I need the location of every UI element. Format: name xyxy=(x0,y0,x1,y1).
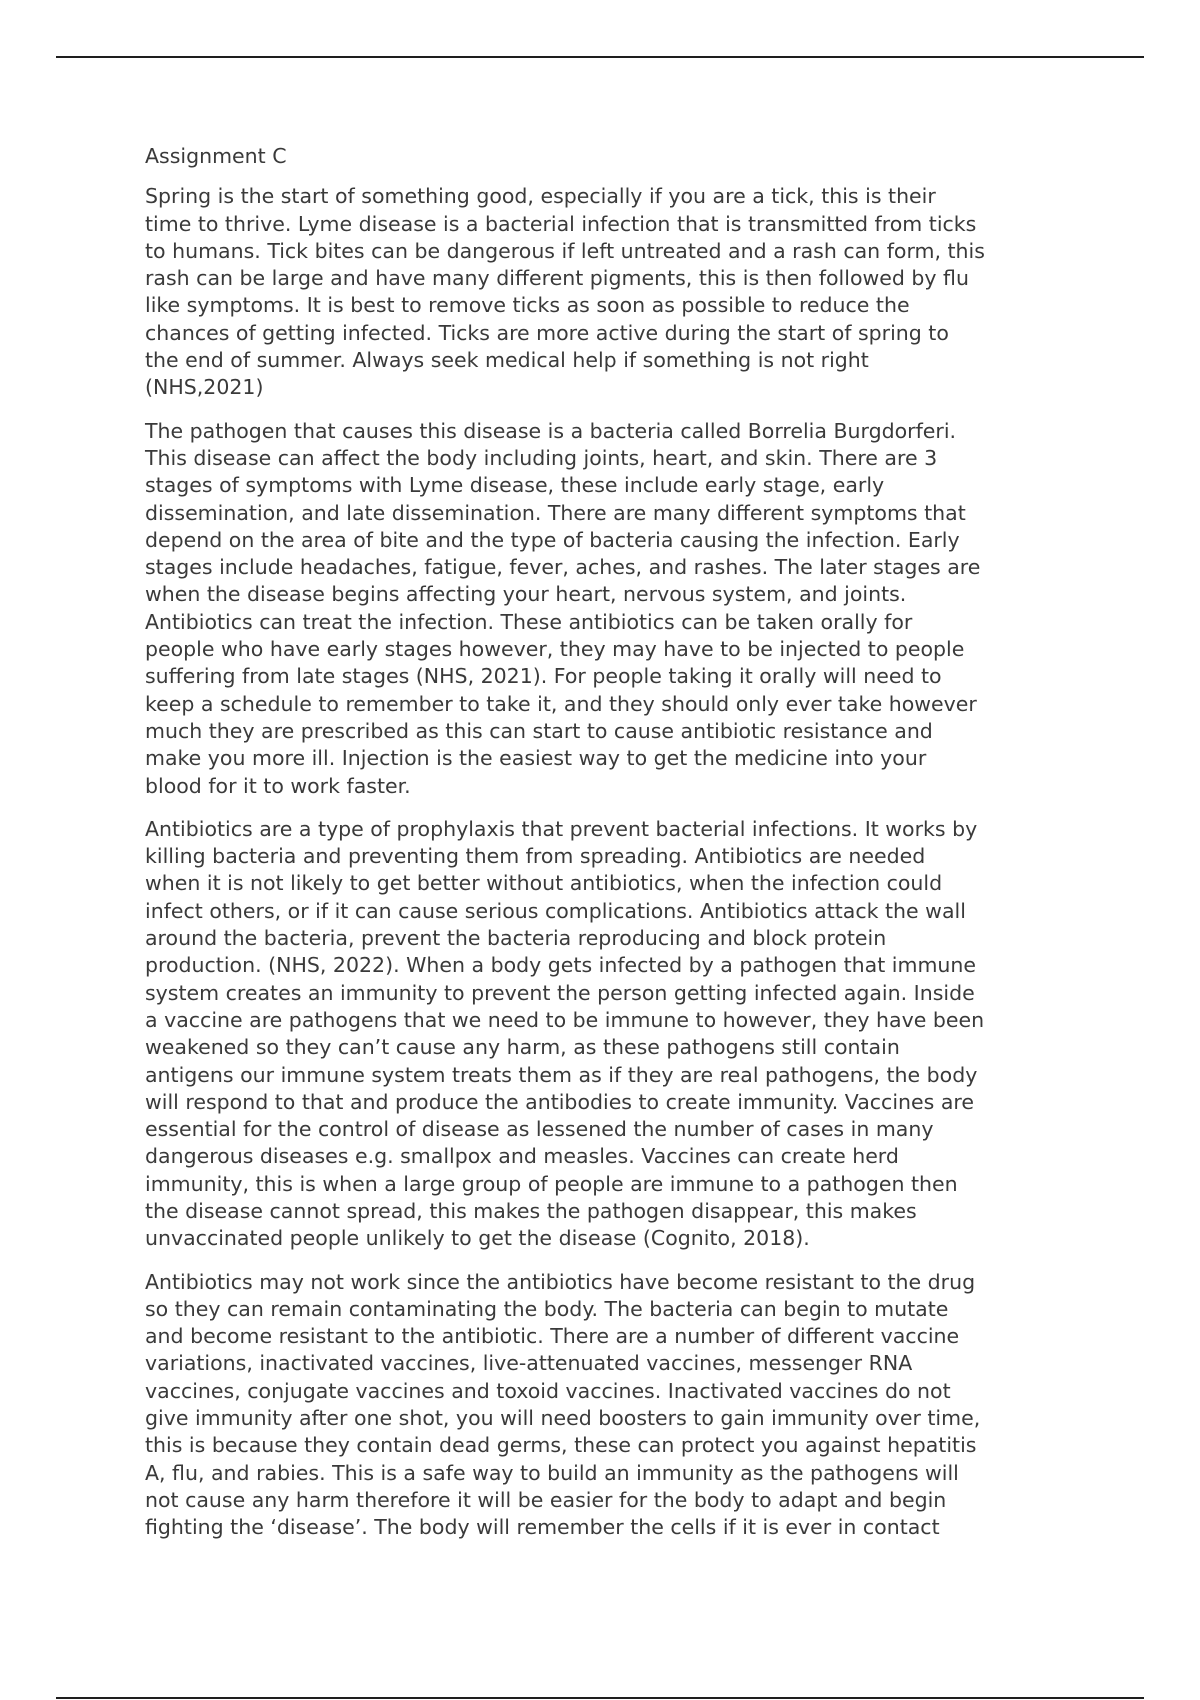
text-line: Antibiotics can treat the infection. These antibiotics can be taken orally for xyxy=(145,609,913,634)
text-line: killing bacteria and preventing them from spreading. Antibiotics are needed xyxy=(145,844,926,869)
text-line: essential for the control of disease as lessened the number of cases in many xyxy=(145,1117,934,1142)
text-line: a vaccine are pathogens that we need to be immune to however, they have been xyxy=(145,1007,985,1032)
text-line: Antibiotics may not work since the antibiotics have become resistant to the drug xyxy=(145,1269,976,1294)
text-line: antigens our immune system treats them as if they are real pathogens, the body xyxy=(145,1062,978,1087)
text-line: depend on the area of bite and the type of bacteria causing the infection. Early xyxy=(145,527,960,552)
text-line: keep a schedule to remember to take it, and they should only ever take however xyxy=(145,691,977,716)
text-line: weakened so they can’t cause any harm, as these pathogens still contain xyxy=(145,1035,900,1060)
text-line: Antibiotics are a type of prophylaxis that prevent bacterial infections. It works by xyxy=(145,816,978,841)
paragraph-1 xyxy=(145,183,1065,401)
text-line: so they can remain contaminating the body. The bacteria can begin to mutate xyxy=(145,1296,949,1321)
text-line: the disease cannot spread, this makes the pathogen disappear, this makes xyxy=(145,1198,917,1223)
text-line: stages include headaches, fatigue, fever, aches, and rashes. The later stages are xyxy=(145,555,981,580)
text-line: to humans. Tick bites can be dangerous if left untreated and a rash can form, this xyxy=(145,238,985,263)
text-line: production. (NHS, 2022). When a body gets infected by a pathogen that immune xyxy=(145,953,977,978)
text-line: fighting the ‘disease’. The body will remember the cells if it is ever in contact xyxy=(145,1515,940,1540)
text-line: rash can be large and have many different pigments, this is then followed by flu xyxy=(145,266,969,291)
text-line: and become resistant to the antibiotic. There are a number of different vaccine xyxy=(145,1324,960,1349)
text-line: when the disease begins affecting your heart, nervous system, and joints. xyxy=(145,582,907,607)
paragraph-2 xyxy=(145,418,1065,800)
text-line: when it is not likely to get better without antibiotics, when the infection could xyxy=(145,871,943,896)
text-line: this is because they contain dead germs, these can protect you against hepatitis xyxy=(145,1433,977,1458)
text-line: suffering from late stages (NHS, 2021). For people taking it orally will need to xyxy=(145,664,942,689)
text-line: A, flu, and rabies. This is a safe way to build an immunity as the pathogens will xyxy=(145,1460,959,1485)
text-line: not cause any harm therefore it will be easier for the body to adapt and begin xyxy=(145,1487,947,1512)
text-line: make you more ill. Injection is the easiest way to get the medicine into your xyxy=(145,746,927,771)
document-body xyxy=(145,143,1065,1558)
text-line: This disease can affect the body including joints, heart, and skin. There are 3 xyxy=(145,445,938,470)
text-line: give immunity after one shot, you will need boosters to gain immunity over time, xyxy=(145,1406,981,1431)
text-line: Spring is the start of something good, especially if you are a tick, this is their xyxy=(145,184,936,209)
text-line: infect others, or if it can cause serious complications. Antibiotics attack the wall xyxy=(145,898,966,923)
document-title: Assignment C xyxy=(145,144,287,168)
footer-rule xyxy=(56,1697,1144,1699)
text-line: around the bacteria, prevent the bacteria reproducing and block protein xyxy=(145,926,887,951)
text-line: much they are prescribed as this can start to cause antibiotic resistance and xyxy=(145,718,933,743)
text-line: system creates an immunity to prevent the person getting infected again. Inside xyxy=(145,980,975,1005)
text-line: unvaccinated people unlikely to get the disease (Cognito, 2018). xyxy=(145,1226,810,1251)
paragraph-3 xyxy=(145,816,1065,1253)
text-line: people who have early stages however, they may have to be injected to people xyxy=(145,637,965,662)
text-line: The pathogen that causes this disease is a bacteria called Borrelia Burgdorferi. xyxy=(145,418,957,443)
text-line: dissemination, and late dissemination. There are many different symptoms that xyxy=(145,500,966,525)
text-line: immunity, this is when a large group of people are immune to a pathogen then xyxy=(145,1171,958,1196)
text-line: (NHS,2021) xyxy=(145,375,264,400)
text-line: stages of symptoms with Lyme disease, these include early stage, early xyxy=(145,473,885,498)
paragraph-4 xyxy=(145,1269,1065,1542)
text-line: time to thrive. Lyme disease is a bacterial infection that is transmitted from ticks xyxy=(145,211,977,236)
header-rule xyxy=(56,56,1144,58)
text-line: variations, inactivated vaccines, live-attenuated vaccines, messenger RNA xyxy=(145,1351,913,1376)
text-line: chances of getting infected. Ticks are more active during the start of spring to xyxy=(145,320,949,345)
text-line: blood for it to work faster. xyxy=(145,773,411,798)
text-line: will respond to that and produce the antibodies to create immunity. Vaccines are xyxy=(145,1089,974,1114)
text-line: the end of summer. Always seek medical help if something is not right xyxy=(145,348,869,373)
text-line: dangerous diseases e.g. smallpox and measles. Vaccines can create herd xyxy=(145,1144,899,1169)
text-line: vaccines, conjugate vaccines and toxoid vaccines. Inactivated vaccines do not xyxy=(145,1378,951,1403)
text-line: like symptoms. It is best to remove ticks as soon as possible to reduce the xyxy=(145,293,910,318)
